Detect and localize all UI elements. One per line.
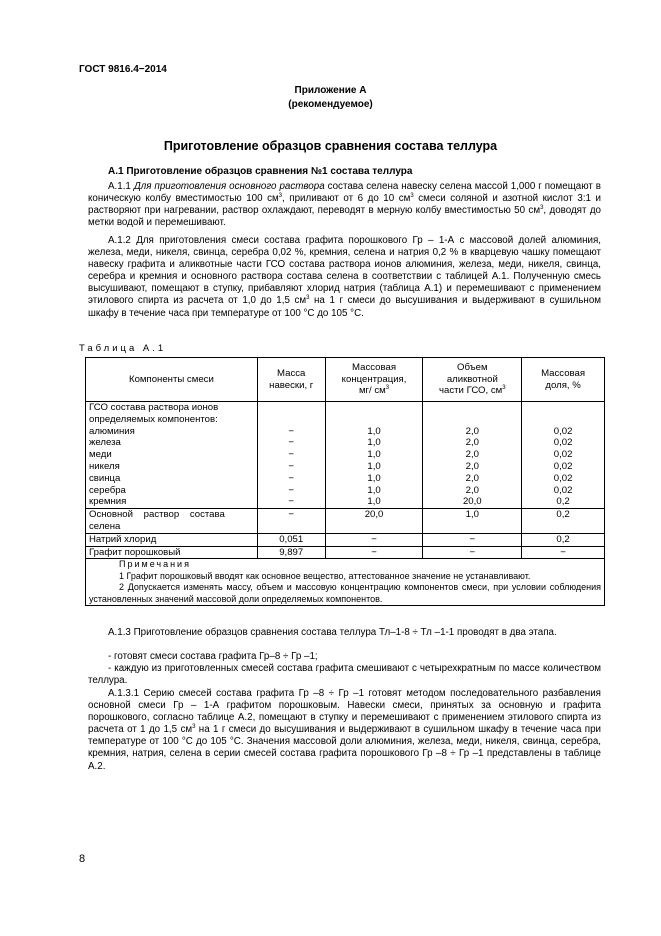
note-1: 1 Графит порошковый вводят как основное вещество, аттестованное значение не устанавливают. [119,570,531,581]
row-name: никеля [89,460,120,472]
th-mass: Масса навески, г [257,358,325,402]
row-mass: − [288,449,295,461]
th-concentration: Массовая концентрация, мг/ $см^3$ [325,358,423,402]
appendix-title: Приложение А [294,85,367,96]
row-frac: 0,02 [553,460,573,472]
row-conc: 1,0 [367,437,381,449]
selenium-name-1: Основной раствор состава [89,509,225,521]
graphite-name: Графит порошковый [86,546,258,559]
row-vol: 2,0 [465,425,479,437]
gso-label-1: ГСО состава раствора ионов [89,402,219,413]
th-fraction: Массовая доля, % [522,358,605,402]
row-frac: 0,02 [553,437,573,449]
row-mass: − [288,437,295,449]
row-name: меди [89,449,112,461]
row-frac: 0,02 [553,425,573,437]
row-name: серебра [89,484,126,496]
table-caption: Таблица А.1 [79,343,167,354]
nacl-vol: − [423,533,522,546]
row-mass: − [288,484,295,496]
page-number: 8 [79,853,86,865]
table-a1 [85,357,605,606]
main-title: Приготовление образцов сравнения состава теллура [163,139,498,153]
row-frac: 0,02 [553,472,573,484]
row-vol: 2,0 [465,449,479,461]
nacl-frac: 0,2 [522,533,605,546]
row-name: алюминия [89,425,135,437]
table-row-selenium [86,509,605,534]
selenium-name-2: селена [89,520,121,532]
list-item: - готовят смеси состава графита Гр–8 ÷ Гр –1; [108,651,318,662]
row-mass: − [288,472,295,484]
row-name: кремния [89,496,127,508]
th-components: Компоненты смеси [86,358,258,402]
row-conc: 1,0 [367,496,381,508]
row-conc: 1,0 [367,484,381,496]
graphite-frac: − [522,546,605,559]
paragraph-a11: А.1.1 Для приготовления основного раствора состава селена навеску селена массой 1,000 г помещают в коническую колбу вместимостью 100 $см^3$, приливают от 6 до 10 $см^3$ смеси соляной и азотной кислот 3:1 и растворяют при нагревании, раствор охлаждают, переводят в мерную колбу вместимостью 50 $см^3$, доводят до метки водой и перемешивают. [88,181,601,229]
selenium-vol: 1,0 [423,509,522,534]
notes-title: Примечания [119,559,191,570]
row-conc: 1,0 [367,472,381,484]
graphite-mass: 9,897 [257,546,325,559]
nacl-conc: − [325,533,423,546]
row-frac: 0,02 [553,484,573,496]
selenium-mass: − [257,509,325,534]
section-a1-heading: А.1 Приготовление образцов сравнения №1 состава теллура [108,166,413,177]
table-header-row [86,358,605,402]
row-vol: 2,0 [465,460,479,472]
nacl-name: Натрий хлорид [86,533,258,546]
row-name: железа [89,437,121,449]
row-vol: 2,0 [465,484,479,496]
row-conc: 1,0 [367,460,381,472]
table-row-nacl [86,533,605,546]
row-frac: 0,2 [556,496,570,508]
appendix-subtitle: (рекомендуемое) [288,99,373,110]
table-notes-row [86,559,605,606]
row-conc: 1,0 [367,425,381,437]
nacl-mass: 0,051 [257,533,325,546]
row-mass: − [288,425,295,437]
list-item: - каждую из приготовленных смесей состава графита смешивают с четырехкратным по массе количеством теллура. [88,663,601,687]
table-row-graphite [86,546,605,559]
document-header: ГОСТ 9816.4−2014 [79,64,167,75]
row-conc: 1,0 [367,449,381,461]
row-vol: 2,0 [465,437,479,449]
row-vol: 20,0 [462,496,482,508]
table-row-gso-group [86,402,605,509]
paragraph-a12: А.1.2 Для приготовления смеси состава графита порошкового Гр – 1-А с массовой долей алюминия, железа, меди, никеля, свинца, серебра 0,02 %, кремния, селена и натрия 0,2 % в кварцевую чашку помещают навеску графита и аликвотные части ГСО состава раствора ионов алюминия, железа, меди, никеля, свинца, серебра и кремния и основного раствора состава селена в соответствии с таблицей А.1. Полученную смесь высушивают, помещают в ступку, прибавляют хлорид натрия (таблица А.1) и перемешивают с применением этилового спирта из расчета от 1,0 до 1,5 $см^3$ на 1 г смеси до высушивания и выдерживают в сушильном шкафу в течение часа при температуре от 100 °С до 105 °С. [88,235,602,319]
row-vol: 2,0 [465,472,479,484]
selenium-frac: 0,2 [522,509,605,534]
row-mass: − [288,496,295,508]
row-name: свинца [89,472,121,484]
graphite-vol: − [423,546,522,559]
selenium-conc: 20,0 [325,509,423,534]
note-2: 2 Допускается изменять массу, объем и массовую концентрацию компонентов смеси, при условии соблюдения установленных значений массовой доли определяемых компонентов. [89,582,601,604]
paragraph-a13: А.1.3 Приготовление образцов сравнения состава теллура Тл–1-8 ÷ Тл –1-1 проводят в два этапа. [108,627,557,638]
row-frac: 0,02 [553,449,573,461]
graphite-conc: − [325,546,423,559]
gso-label-2: определяемых компонентов: [89,413,218,425]
row-mass: − [288,460,295,472]
th-volume: Объем аликвотной части ГСО, $см^3$ [423,358,522,402]
paragraph-a131: А.1.3.1 Серию смесей состава графита Гр –8 ÷ Гр –1 готовят методом последовательного разбавления основной смеси Гр – 1-А графитом порошковым. Навески смеси, принятых за основную и графита порошкового, согласно таблице А.2, помещают в ступку и перемешивают с применением этилового спирта из расчета от 1 до 1,5 $см^3$ на 1 г смеси до высушивания и выдерживают в сушильном шкафу в течение часа при температуре от 100 °С до 105 °С. Значения массовой доли алюминия, железа, меди, никеля, свинца, серебра, кремния, натрия, селена в серии смесей состава графита порошкового Гр –8 ÷ Гр –1 представлены в таблице А.2. [88,688,602,772]
